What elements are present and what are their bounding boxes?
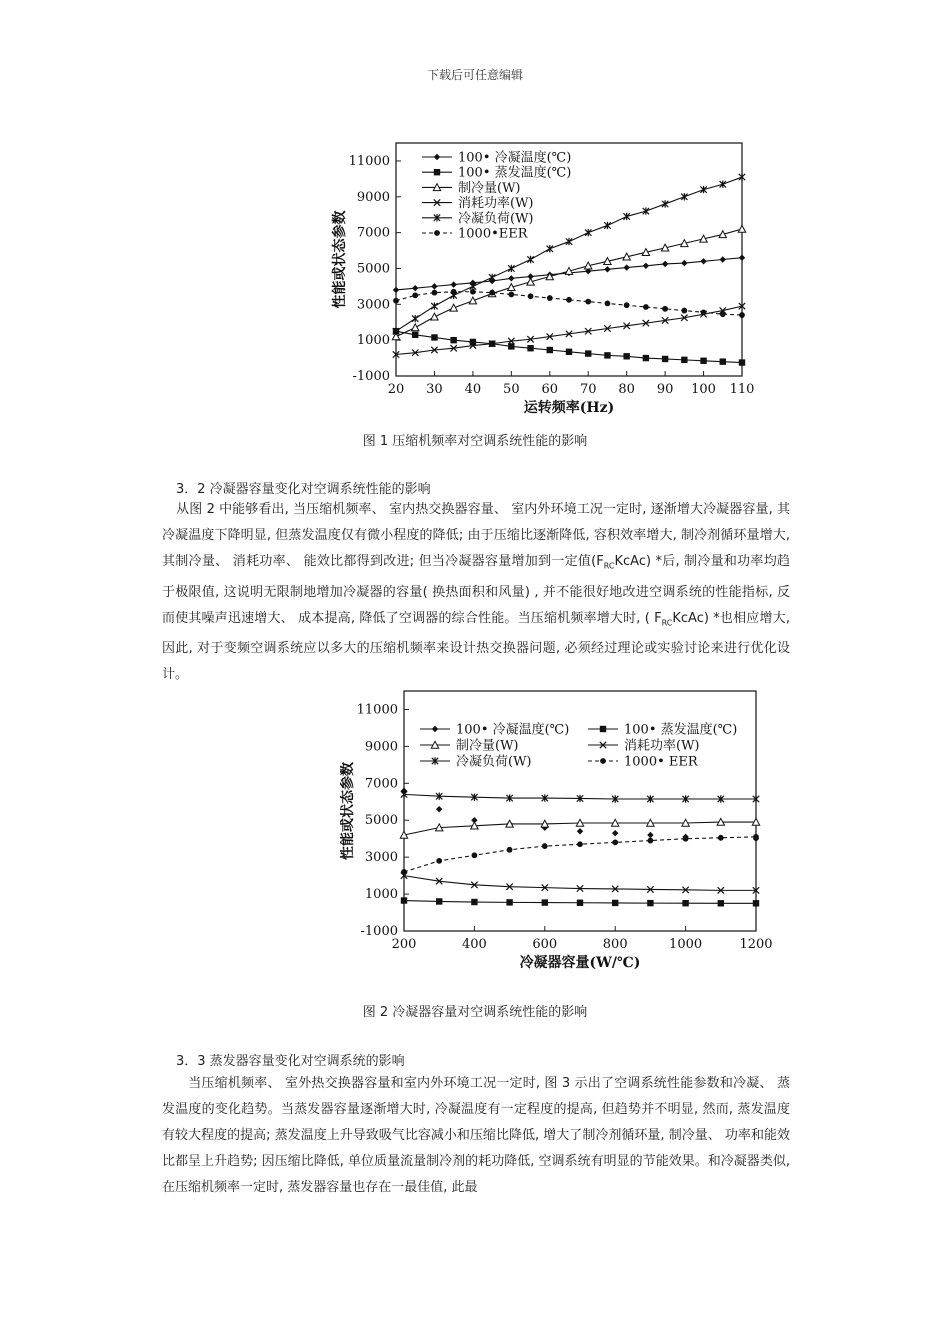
section-3-3-text: 当压缩机频率、 室外热交换器容量和室内外环境工况一定时, 图 3 示出了空调系统性能参数和冷凝、 蒸发温度的变化趋势。当蒸发器容量逐渐增大时, 冷凝温度有一定程度的提高, 但趋势并不明显, 然而, 蒸发温度有较大程度的提高; 蒸发温度上升导致吸气比容减小和压缩比降低, 增大了制冷剂循环量, 制冷量、 功率和能效比都呈上升趋势; 因压缩比降低, 单位质量流量制冷剂的耗功降低, 空调系统有明显的节能效果。和冷凝器类似, 在压缩机频率一定时, 蒸发器容量也存在一最佳值, 此最 xyxy=(162,1076,790,1195)
legend-item xyxy=(420,754,532,770)
data-point xyxy=(393,298,399,304)
y-tick-label: 11000 xyxy=(348,153,390,169)
data-point xyxy=(471,899,477,905)
legend-item xyxy=(422,180,521,196)
data-point xyxy=(412,324,419,331)
data-point xyxy=(577,900,583,906)
data-point xyxy=(577,841,583,847)
x-tick-label: 30 xyxy=(426,382,443,397)
legend-label: 制冷量(W) xyxy=(458,180,521,196)
data-point xyxy=(585,350,591,356)
y-tick-label: 5000 xyxy=(356,261,390,277)
data-point xyxy=(401,869,407,875)
legend-label: 100• 蒸发温度(℃) xyxy=(458,165,572,181)
data-point xyxy=(566,297,572,303)
data-point xyxy=(585,229,591,236)
data-point xyxy=(412,332,418,338)
data-point xyxy=(683,836,689,842)
y-tick-label: -1000 xyxy=(360,924,398,939)
legend-label: 消耗功率(W) xyxy=(458,196,534,212)
x-tick-label: 800 xyxy=(602,937,628,952)
data-point xyxy=(662,200,668,207)
data-point xyxy=(542,843,548,849)
section-3-2-paragraph xyxy=(162,497,790,688)
legend-marker xyxy=(434,230,440,236)
data-point xyxy=(547,347,553,353)
data-point xyxy=(604,266,610,272)
legend-marker xyxy=(432,726,438,732)
data-point xyxy=(720,358,726,364)
data-point xyxy=(662,356,668,362)
x-tick-label: 400 xyxy=(461,937,487,952)
data-point xyxy=(662,261,668,267)
data-point xyxy=(527,256,533,263)
data-point xyxy=(528,293,534,299)
data-point xyxy=(436,858,442,864)
x-tick-label: 1000 xyxy=(669,937,703,952)
x-tick-label: 40 xyxy=(464,382,482,397)
legend-item xyxy=(420,738,519,754)
figure-1 xyxy=(330,135,760,420)
y-tick-label: 1000 xyxy=(356,333,390,349)
data-point xyxy=(624,302,630,308)
data-point xyxy=(412,285,418,291)
legend-item xyxy=(422,210,534,226)
legend-label: 制冷量(W) xyxy=(456,738,519,754)
data-point xyxy=(718,900,724,906)
data-point xyxy=(753,900,759,906)
legend-item xyxy=(588,722,737,738)
legend-label: 冷凝负荷(W) xyxy=(458,211,534,227)
data-point xyxy=(527,345,533,351)
y-tick-label: 9000 xyxy=(356,189,390,205)
x-tick-label: 200 xyxy=(391,937,417,952)
data-point xyxy=(470,289,476,295)
data-point xyxy=(436,898,442,904)
legend-item xyxy=(420,722,569,738)
data-point xyxy=(720,181,726,188)
data-point xyxy=(451,289,457,295)
data-point xyxy=(469,297,476,304)
x-tick-label: 600 xyxy=(532,937,558,952)
section-3-2-heading: 3．2 冷凝器容量变化对空调系统性能的影响 xyxy=(176,482,431,497)
data-point xyxy=(431,302,437,309)
data-point xyxy=(681,308,687,314)
data-point xyxy=(662,306,668,312)
data-point xyxy=(489,274,495,281)
y-tick-label: 3000 xyxy=(364,850,398,866)
section-3-2-text-2: KcAc) *后, 制冷量和功率均趋于极限值, 这说明无限制地增加冷凝器的容量( 换热面积和风量) , 并不能很好地改进空调系统的性能指标, 反而使其噪声迅速增大、 成本提高, 降低了空调器的综合性能。当压缩机频率增大时, ( xyxy=(162,554,790,626)
x-tick-label: 50 xyxy=(503,382,520,397)
data-point xyxy=(585,299,591,305)
data-point xyxy=(718,835,724,841)
data-point xyxy=(643,355,649,361)
legend-item xyxy=(422,195,534,211)
figure-2 xyxy=(340,685,780,985)
data-point xyxy=(681,193,687,200)
series-line xyxy=(396,177,742,331)
figure-2-caption: 图 2 冷凝器容量对空调系统性能的影响 xyxy=(362,1005,588,1020)
data-point xyxy=(643,263,649,269)
legend-label: 消耗功率(W) xyxy=(624,738,700,754)
series-6 xyxy=(401,834,759,875)
data-point xyxy=(604,352,610,358)
data-point xyxy=(753,834,759,840)
data-point xyxy=(508,265,514,272)
data-point xyxy=(681,357,687,363)
series-5 xyxy=(393,173,745,335)
legend-item xyxy=(588,755,699,770)
data-point xyxy=(648,838,654,844)
series-5 xyxy=(401,791,759,803)
data-point xyxy=(623,213,629,220)
y-tick-label: 7000 xyxy=(364,776,398,792)
y-tick-label: 9000 xyxy=(364,739,398,755)
section-3-3-heading: 3．3 蒸发器容量变化对空调系统的影响 xyxy=(176,1054,405,1069)
data-point xyxy=(431,334,437,340)
data-point xyxy=(739,312,745,318)
data-point xyxy=(612,830,618,836)
x-axis-label: 冷凝器容量(W/℃) xyxy=(519,955,641,971)
series-6 xyxy=(393,289,745,318)
data-point xyxy=(470,339,476,345)
legend-item xyxy=(422,150,571,166)
legend-label: 100• 冷凝温度(℃) xyxy=(456,722,570,738)
data-point xyxy=(643,304,649,310)
legend-marker xyxy=(434,154,440,160)
section-3-2-text-3: KcAc) *也相应增大, 因此, 对于变频空调系统应以多大的压缩机频率来设计热交换器问题, 必须经过理论或实验讨论来进行优化设计。 xyxy=(162,610,790,683)
y-tick-label: 3000 xyxy=(356,297,390,313)
legend-label: 100• 蒸发温度(℃) xyxy=(624,722,738,738)
legend-marker xyxy=(600,726,606,732)
formula-f-2-sub: RC xyxy=(661,618,673,628)
data-point xyxy=(612,900,618,906)
data-point xyxy=(577,828,583,834)
data-point xyxy=(682,900,688,906)
data-point xyxy=(623,353,629,359)
y-tick-label: 11000 xyxy=(356,702,398,718)
data-point xyxy=(547,295,553,301)
data-point xyxy=(739,359,745,365)
formula-f-2: F xyxy=(654,610,662,626)
data-point xyxy=(393,287,399,293)
x-tick-label: 60 xyxy=(541,382,559,397)
data-point xyxy=(720,311,726,317)
data-point xyxy=(489,290,495,296)
data-point xyxy=(450,304,457,311)
legend-label: 冷凝负荷(W) xyxy=(456,754,532,770)
data-point xyxy=(643,207,649,214)
legend-label: 1000• EER xyxy=(624,754,698,770)
data-point xyxy=(431,313,438,320)
data-point xyxy=(401,897,407,903)
series-line xyxy=(396,331,742,362)
y-axis-label: 性能或状态参数 xyxy=(332,210,348,309)
data-point xyxy=(739,173,745,180)
data-point xyxy=(700,258,706,264)
legend-item xyxy=(588,738,700,754)
x-tick-label: 70 xyxy=(579,382,597,397)
series-line xyxy=(396,306,742,354)
data-point xyxy=(700,186,706,193)
data-point xyxy=(412,292,418,298)
legend-label: 1000•EER xyxy=(458,226,528,242)
data-point xyxy=(542,899,548,905)
legend-marker xyxy=(600,758,606,764)
section-3-2-text-1: 从图 2 中能够看出, 当压缩机频率、 室内热交换器容量、 室内外环境工况一定时, 逐渐增大冷凝器容量, 其冷凝温度下降明显, 但蒸发温度仅有微小程度的降低; 由于压缩比逐渐降低, 容积效率增大, 制冷剂循环量增大, 其制冷量、 消耗功率、 能效比都得到改进; 但当冷凝器容量增加到一定值( xyxy=(162,502,790,569)
legend-item xyxy=(422,165,571,181)
data-point xyxy=(566,349,572,355)
data-point xyxy=(412,315,418,322)
series-line xyxy=(396,292,742,315)
x-axis-label: 运转频率(Hz) xyxy=(523,400,615,416)
x-tick-label: 90 xyxy=(656,382,674,397)
formula-f-1: F xyxy=(596,554,604,569)
data-point xyxy=(508,292,514,298)
data-point xyxy=(506,899,512,905)
figure-1-caption: 图 1 压缩机频率对空调系统性能的影响 xyxy=(362,434,588,449)
data-point xyxy=(647,900,653,906)
data-point xyxy=(508,275,514,281)
y-tick-label: 7000 xyxy=(356,225,390,241)
data-point xyxy=(701,309,707,315)
formula-f-1-sub: RC xyxy=(603,561,615,571)
data-point xyxy=(738,225,745,232)
y-tick-label: -1000 xyxy=(352,369,390,384)
data-point xyxy=(431,283,437,289)
data-point xyxy=(605,301,611,307)
x-tick-label: 20 xyxy=(387,382,405,397)
y-tick-label: 1000 xyxy=(364,887,398,903)
page-header: 下载后可任意编辑 xyxy=(426,68,523,82)
y-axis-label: 性能或状态参数 xyxy=(340,762,356,860)
data-point xyxy=(450,281,456,287)
series-2 xyxy=(401,897,759,906)
data-point xyxy=(547,245,553,252)
data-point xyxy=(681,260,687,266)
data-point xyxy=(472,852,478,858)
data-point xyxy=(507,847,513,853)
x-tick-label: 100 xyxy=(691,382,716,397)
data-point xyxy=(612,839,618,845)
x-tick-label: 80 xyxy=(618,382,635,397)
legend-marker xyxy=(434,169,440,175)
data-point xyxy=(432,290,438,296)
data-point xyxy=(623,264,629,270)
legend-label: 100• 冷凝温度(℃) xyxy=(458,150,572,166)
data-point xyxy=(450,337,456,343)
x-tick-label: 1200 xyxy=(739,937,773,952)
figure-2-chart xyxy=(340,685,780,985)
data-point xyxy=(566,238,572,245)
data-point xyxy=(700,358,706,364)
data-point xyxy=(720,256,726,262)
data-point xyxy=(436,806,442,812)
section-3-3-paragraph xyxy=(162,1071,790,1201)
series-4 xyxy=(401,872,759,893)
data-point xyxy=(508,343,514,349)
data-point xyxy=(604,222,610,229)
figure-1-chart xyxy=(330,135,760,420)
legend-item xyxy=(422,227,529,242)
x-tick-label: 110 xyxy=(729,382,755,397)
y-tick-label: 5000 xyxy=(364,813,398,829)
data-point xyxy=(647,832,653,838)
data-point xyxy=(739,255,745,261)
